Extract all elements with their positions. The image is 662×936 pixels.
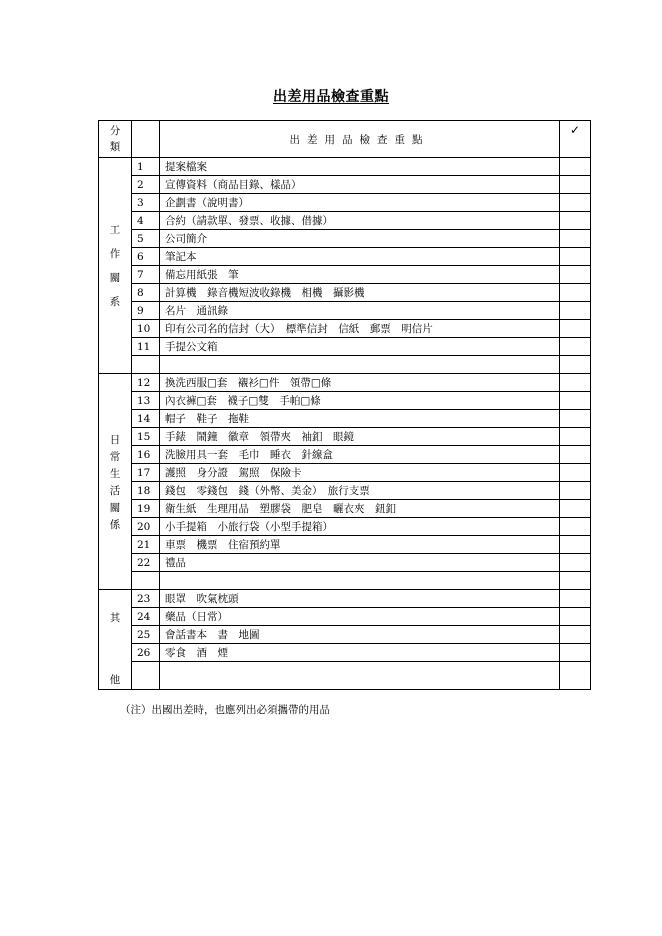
item-number: 16 bbox=[132, 446, 160, 464]
item-text: 帽子 鞋子 拖鞋 bbox=[160, 410, 560, 428]
item-number: 8 bbox=[132, 284, 160, 302]
item-text: 筆記本 bbox=[160, 248, 560, 266]
item-number: 6 bbox=[132, 248, 160, 266]
item-text: 公司簡介 bbox=[160, 230, 560, 248]
document-title-text: 出差用品檢查重點 bbox=[273, 89, 389, 105]
item-text: 提案檔案 bbox=[160, 158, 560, 176]
item-number: 19 bbox=[132, 500, 160, 518]
check-cell[interactable] bbox=[560, 374, 591, 392]
item-text: 洗臉用具一套 毛巾 睡衣 針線盒 bbox=[160, 446, 560, 464]
item-number: 12 bbox=[132, 374, 160, 392]
check-cell[interactable] bbox=[560, 428, 591, 446]
document-title bbox=[0, 86, 662, 106]
category-label bbox=[99, 374, 132, 590]
check-cell[interactable] bbox=[560, 644, 591, 662]
table-row bbox=[99, 194, 591, 212]
table-row bbox=[99, 536, 591, 554]
item-text: 手提公文箱 bbox=[160, 338, 560, 356]
table-row bbox=[99, 608, 591, 626]
category-char: 他 bbox=[109, 674, 121, 686]
item-text: 計算機 錄音機短波收錄機 相機 攝影機 bbox=[160, 284, 560, 302]
category-label bbox=[99, 590, 132, 690]
category-char: 系 bbox=[109, 296, 121, 308]
item-text: 零食 酒 煙 bbox=[160, 644, 560, 662]
item-number: 20 bbox=[132, 518, 160, 536]
check-cell[interactable] bbox=[560, 608, 591, 626]
item-text: 名片 通訊錄 bbox=[160, 302, 560, 320]
check-cell[interactable] bbox=[560, 176, 591, 194]
item-number: 2 bbox=[132, 176, 160, 194]
category-char: 生 bbox=[109, 467, 121, 480]
table-row bbox=[99, 518, 591, 536]
table-row bbox=[99, 176, 591, 194]
category-char: 常 bbox=[109, 450, 121, 463]
check-cell[interactable] bbox=[560, 338, 591, 356]
item-text: 錢包 零錢包 錢（外幣、美金） 旅行支票 bbox=[160, 482, 560, 500]
item-number: 1 bbox=[132, 158, 160, 176]
table-row bbox=[99, 644, 591, 662]
table-row bbox=[99, 626, 591, 644]
table-row bbox=[99, 266, 591, 284]
category-char: 其 bbox=[109, 612, 121, 624]
item-number: 23 bbox=[132, 590, 160, 608]
item-number: 9 bbox=[132, 302, 160, 320]
header-row bbox=[99, 121, 591, 158]
category-char: 關 bbox=[109, 501, 121, 514]
check-cell[interactable] bbox=[560, 554, 591, 572]
item-number: 22 bbox=[132, 554, 160, 572]
category-label bbox=[99, 158, 132, 374]
check-cell[interactable] bbox=[560, 212, 591, 230]
item-number: 5 bbox=[132, 230, 160, 248]
table-row bbox=[99, 338, 591, 356]
table-row bbox=[99, 554, 591, 572]
table-row bbox=[99, 410, 591, 428]
table-row bbox=[99, 464, 591, 482]
check-cell[interactable] bbox=[560, 392, 591, 410]
table-row bbox=[99, 248, 591, 266]
check-cell[interactable] bbox=[560, 158, 591, 176]
item-number: 14 bbox=[132, 410, 160, 428]
check-cell[interactable] bbox=[560, 320, 591, 338]
table-row bbox=[99, 158, 591, 176]
table-row bbox=[99, 500, 591, 518]
category-char: 活 bbox=[109, 484, 121, 497]
item-text: 內衣褲□套 襪子□雙 手帕□條 bbox=[160, 392, 560, 410]
item-number bbox=[132, 356, 160, 374]
table-row bbox=[99, 590, 591, 608]
check-cell[interactable] bbox=[560, 248, 591, 266]
number-header bbox=[132, 121, 160, 158]
item-text: 合約（請款單、發票、收據、借據） bbox=[160, 212, 560, 230]
item-number: 3 bbox=[132, 194, 160, 212]
check-cell[interactable] bbox=[560, 302, 591, 320]
item-number bbox=[132, 572, 160, 590]
item-number: 10 bbox=[132, 320, 160, 338]
category-char: 作 bbox=[109, 248, 121, 260]
blank-row bbox=[99, 662, 591, 690]
check-cell[interactable] bbox=[560, 464, 591, 482]
footnote: （注）出國出差時，也應列出必須攜帶的用品 bbox=[120, 704, 330, 716]
category-header-line2: 類 bbox=[109, 141, 121, 153]
check-cell[interactable] bbox=[560, 662, 591, 690]
item-number: 26 bbox=[132, 644, 160, 662]
table-row bbox=[99, 446, 591, 464]
check-cell[interactable] bbox=[560, 590, 591, 608]
item-number: 4 bbox=[132, 212, 160, 230]
item-text: 車票 機票 住宿預約單 bbox=[160, 536, 560, 554]
check-cell[interactable] bbox=[560, 356, 591, 374]
blank-row bbox=[99, 356, 591, 374]
check-cell[interactable] bbox=[560, 482, 591, 500]
item-number: 18 bbox=[132, 482, 160, 500]
check-cell[interactable] bbox=[560, 194, 591, 212]
item-number: 13 bbox=[132, 392, 160, 410]
item-text: 小手提箱 小旅行袋（小型手提箱） bbox=[160, 518, 560, 536]
item-text bbox=[160, 572, 560, 590]
item-text: 手錶 鬧鐘 徽章 領帶夾 袖釦 眼鏡 bbox=[160, 428, 560, 446]
item-text: 企劃書（說明書） bbox=[160, 194, 560, 212]
check-cell[interactable] bbox=[560, 266, 591, 284]
item-text: 會話書本 書 地圖 bbox=[160, 626, 560, 644]
category-char: 工 bbox=[109, 224, 121, 236]
table-row bbox=[99, 374, 591, 392]
table-row bbox=[99, 230, 591, 248]
table-row bbox=[99, 428, 591, 446]
item-number: 7 bbox=[132, 266, 160, 284]
item-text: 藥品（日常） bbox=[160, 608, 560, 626]
item-number: 11 bbox=[132, 338, 160, 356]
check-cell[interactable] bbox=[560, 500, 591, 518]
checklist-table bbox=[98, 120, 591, 690]
table-row bbox=[99, 392, 591, 410]
item-text: 備忘用紙張 筆 bbox=[160, 266, 560, 284]
item-number bbox=[132, 662, 160, 690]
check-header: ✓ bbox=[560, 121, 591, 158]
table-row bbox=[99, 302, 591, 320]
table-row bbox=[99, 284, 591, 302]
category-char: 關 bbox=[109, 272, 121, 284]
item-text: 護照 身分證 駕照 保險卡 bbox=[160, 464, 560, 482]
check-cell[interactable] bbox=[560, 284, 591, 302]
check-cell[interactable] bbox=[560, 446, 591, 464]
category-header-line1: 分 bbox=[109, 125, 121, 137]
item-number: 15 bbox=[132, 428, 160, 446]
check-cell[interactable] bbox=[560, 518, 591, 536]
check-cell[interactable] bbox=[560, 626, 591, 644]
item-text: 禮品 bbox=[160, 554, 560, 572]
item-number: 24 bbox=[132, 608, 160, 626]
category-char: 日 bbox=[109, 433, 121, 446]
table-row bbox=[99, 212, 591, 230]
table-row bbox=[99, 482, 591, 500]
item-number: 21 bbox=[132, 536, 160, 554]
item-text: 宣傳資料（商品目錄、樣品） bbox=[160, 176, 560, 194]
item-text: 衛生紙 生理用品 塑膠袋 肥皂 曬衣夾 鈕釦 bbox=[160, 500, 560, 518]
check-cell[interactable] bbox=[560, 230, 591, 248]
item-text: 換洗西服□套 襯衫□件 領帶□條 bbox=[160, 374, 560, 392]
category-char: 係 bbox=[109, 518, 121, 531]
blank-row bbox=[99, 572, 591, 590]
item-text bbox=[160, 356, 560, 374]
check-cell[interactable] bbox=[560, 572, 591, 590]
item-number: 17 bbox=[132, 464, 160, 482]
column-title: 出差用品檢查重點 bbox=[160, 121, 560, 158]
category-header bbox=[99, 121, 132, 158]
check-cell[interactable] bbox=[560, 410, 591, 428]
item-number: 25 bbox=[132, 626, 160, 644]
check-cell[interactable] bbox=[560, 536, 591, 554]
item-text: 印有公司名的信封（大） 標準信封 信紙 郵票 明信片 bbox=[160, 320, 560, 338]
table-row bbox=[99, 320, 591, 338]
item-text: 眼罩 吹氣枕頭 bbox=[160, 590, 560, 608]
item-text bbox=[160, 662, 560, 690]
